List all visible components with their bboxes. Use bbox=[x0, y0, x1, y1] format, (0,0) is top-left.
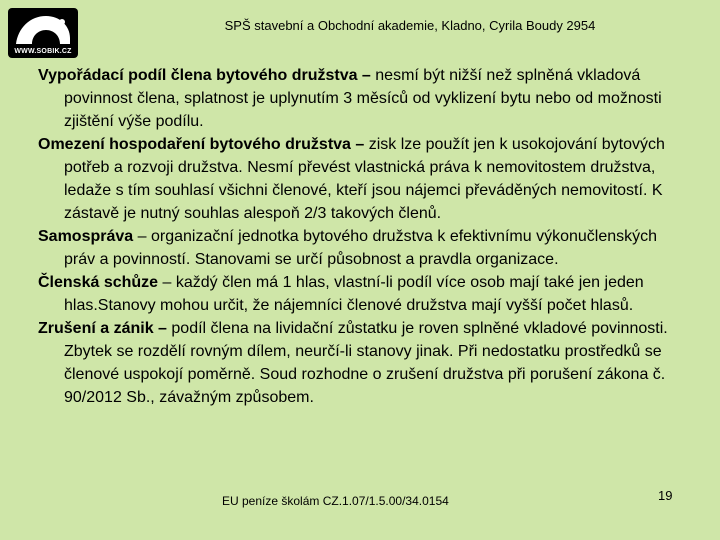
logo-text: WWW.SOBIK.CZ bbox=[14, 48, 72, 55]
definition: každý člen má 1 hlas, vlastní-li podíl více osob mají také jen jeden hlas.Stanovy mohou určit, že nájemníci členové družstva mají vyšší počet hlasů. bbox=[64, 274, 644, 314]
definition: zisk lze použít jen k usokojování bytových potřeb a rozvoji družstva. Nesmí převést vlastnická práva k nemovitostem družstva, ledaže s tím souhlasí všichni členové, kteří jsou nájemci převáděných nemovitostí. K zástavě je nutný souhlas alespoň 2/3 takových členů. bbox=[64, 136, 665, 222]
header-title: SPŠ stavební a Obchodní akademie, Kladno, Cyrila Boudy 2954 bbox=[224, 18, 596, 33]
definition: organizační jednotka bytového družstva k efektivnímu výkonučlenských práv a povinností. Stanovami se určí působnost a pravdla organizace. bbox=[64, 228, 658, 268]
paragraph-clenska-schuze bbox=[38, 271, 688, 317]
separator: – bbox=[158, 274, 176, 291]
separator: – bbox=[153, 320, 172, 337]
animal-silhouette-icon bbox=[8, 8, 78, 48]
footer-text: EU peníze školám CZ.1.07/1.5.00/34.0154 bbox=[222, 494, 449, 508]
separator: – bbox=[357, 67, 376, 84]
paragraph-samosprava bbox=[38, 225, 688, 271]
paragraph-vyporadaci-podil bbox=[38, 64, 688, 133]
paragraph-zruseni-a-zanik bbox=[38, 317, 688, 409]
definition: podíl člena na lividační zůstatku je roven splněné vkladové povinnosti. Zbytek se rozdělí rovným dílem, neurčí-li stanovy jinak. Při nedostatku prostředků se členové uspokojí poměrně. Soud rozhodne o zrušení družstva při porušení zákona č. 90/2012 Sb., závažným způsobem. bbox=[64, 320, 668, 406]
separator: – bbox=[350, 136, 369, 153]
term: Omezení hospodaření bytového družstva bbox=[38, 136, 351, 153]
term: Zrušení a zánik bbox=[38, 320, 154, 337]
definition: nesmí být nižší než splněná vkladová povinnost člena, splatnost je uplynutím 3 měsíců od vyklizení bytu nebo od možnosti zjištění výše podílu. bbox=[64, 67, 662, 130]
paragraph-omezeni-hospodareni bbox=[38, 133, 688, 225]
term: Členská schůze bbox=[38, 274, 159, 291]
school-logo bbox=[8, 8, 78, 58]
slide-content bbox=[38, 64, 688, 409]
term: Samospráva bbox=[38, 228, 134, 245]
page-number: 19 bbox=[658, 488, 673, 503]
separator: – bbox=[133, 228, 151, 245]
term: Vypořádací podíl člena bytového družstva bbox=[38, 67, 358, 84]
